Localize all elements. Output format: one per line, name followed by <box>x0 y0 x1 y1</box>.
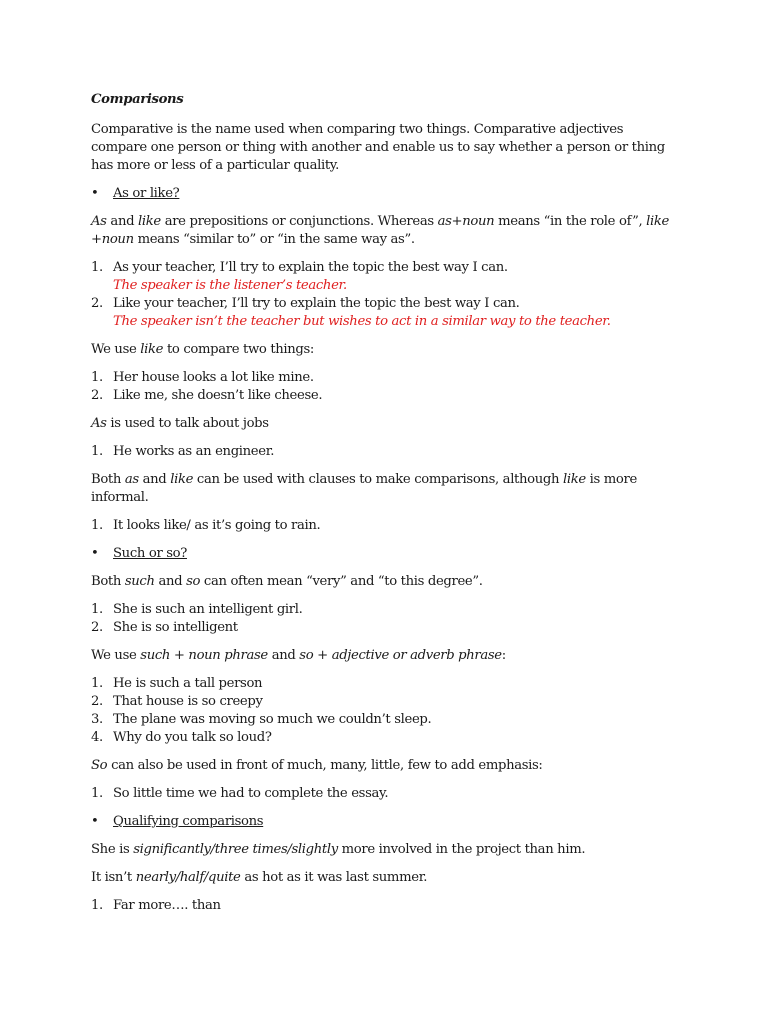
paragraph: Both such and so can often mean “very” and “to this degree”. <box>91 574 483 589</box>
list-item: 2. Like me, she doesn’t like cheese. <box>91 388 323 403</box>
list-item: 2. That house is so creepy <box>91 694 263 709</box>
numbered-list <box>91 601 676 637</box>
list-item: 4. Why do you talk so loud? <box>91 730 272 745</box>
paragraph: So can also be used in front of much, many, little, few to add emphasis: <box>91 758 543 773</box>
section-heading-as-or-like: • As or like? <box>91 185 676 203</box>
section-heading-qualifying-comparisons: • Qualifying comparisons <box>91 813 676 831</box>
paragraph: As and like are prepositions or conjunctions. Whereas as+noun means “in the role of”, like +noun means “similar to” or “in the same way as”. <box>91 214 669 247</box>
list-item: 1. He works as an engineer. <box>91 444 275 459</box>
numbered-list <box>91 517 676 535</box>
list-item: 1. As your teacher, I’ll try to explain the topic the best way I can. The speaker is the listener’s teacher. <box>91 259 676 295</box>
list-item: 3. The plane was moving so much we couldn’t sleep. <box>91 712 432 727</box>
numbered-list <box>91 785 676 803</box>
paragraph: We use such + noun phrase and so + adjective or adverb phrase: <box>91 648 506 663</box>
list-item: 1. It looks like/ as it’s going to rain. <box>91 518 321 533</box>
numbered-list <box>91 369 676 405</box>
list-item: 1. She is such an intelligent girl. <box>91 602 303 617</box>
paragraph: It isn’t nearly/half/quite as hot as it was last summer. <box>91 870 428 885</box>
list-item: 2. She is so intelligent <box>91 620 238 635</box>
list-item: 1. Her house looks a lot like mine. <box>91 370 314 385</box>
numbered-list <box>91 897 676 915</box>
intro-paragraph: Comparative is the name used when comparing two things. Comparative adjectives compare one person or thing with another and enable us to say whether a person or thing has more or less of a particular quality. <box>91 122 665 173</box>
numbered-list <box>91 259 676 331</box>
paragraph: We use like to compare two things: <box>91 342 315 357</box>
list-item: 1. He is such a tall person <box>91 676 263 691</box>
list-item: 1. Far more…. than <box>91 898 221 913</box>
list-item: 1. So little time we had to complete the essay. <box>91 786 389 801</box>
example-note: The speaker isn’t the teacher but wishes to act in a similar way to the teacher. <box>113 314 611 329</box>
paragraph: Both as and like can be used with clauses to make comparisons, although like is more informal. <box>91 472 637 505</box>
paragraph: As is used to talk about jobs <box>91 416 269 431</box>
paragraph: She is significantly/three times/slightly more involved in the project than him. <box>91 842 586 857</box>
numbered-list <box>91 675 676 747</box>
section-heading-such-or-so: • Such or so? <box>91 545 676 563</box>
list-item: 2. Like your teacher, I’ll try to explain the topic the best way I can. The speaker isn’t the teacher but wishes to act in a similar way to the teacher. <box>91 295 676 331</box>
numbered-list <box>91 443 676 461</box>
page-title: Comparisons <box>91 92 184 107</box>
example-note: The speaker is the listener’s teacher. <box>113 278 347 293</box>
